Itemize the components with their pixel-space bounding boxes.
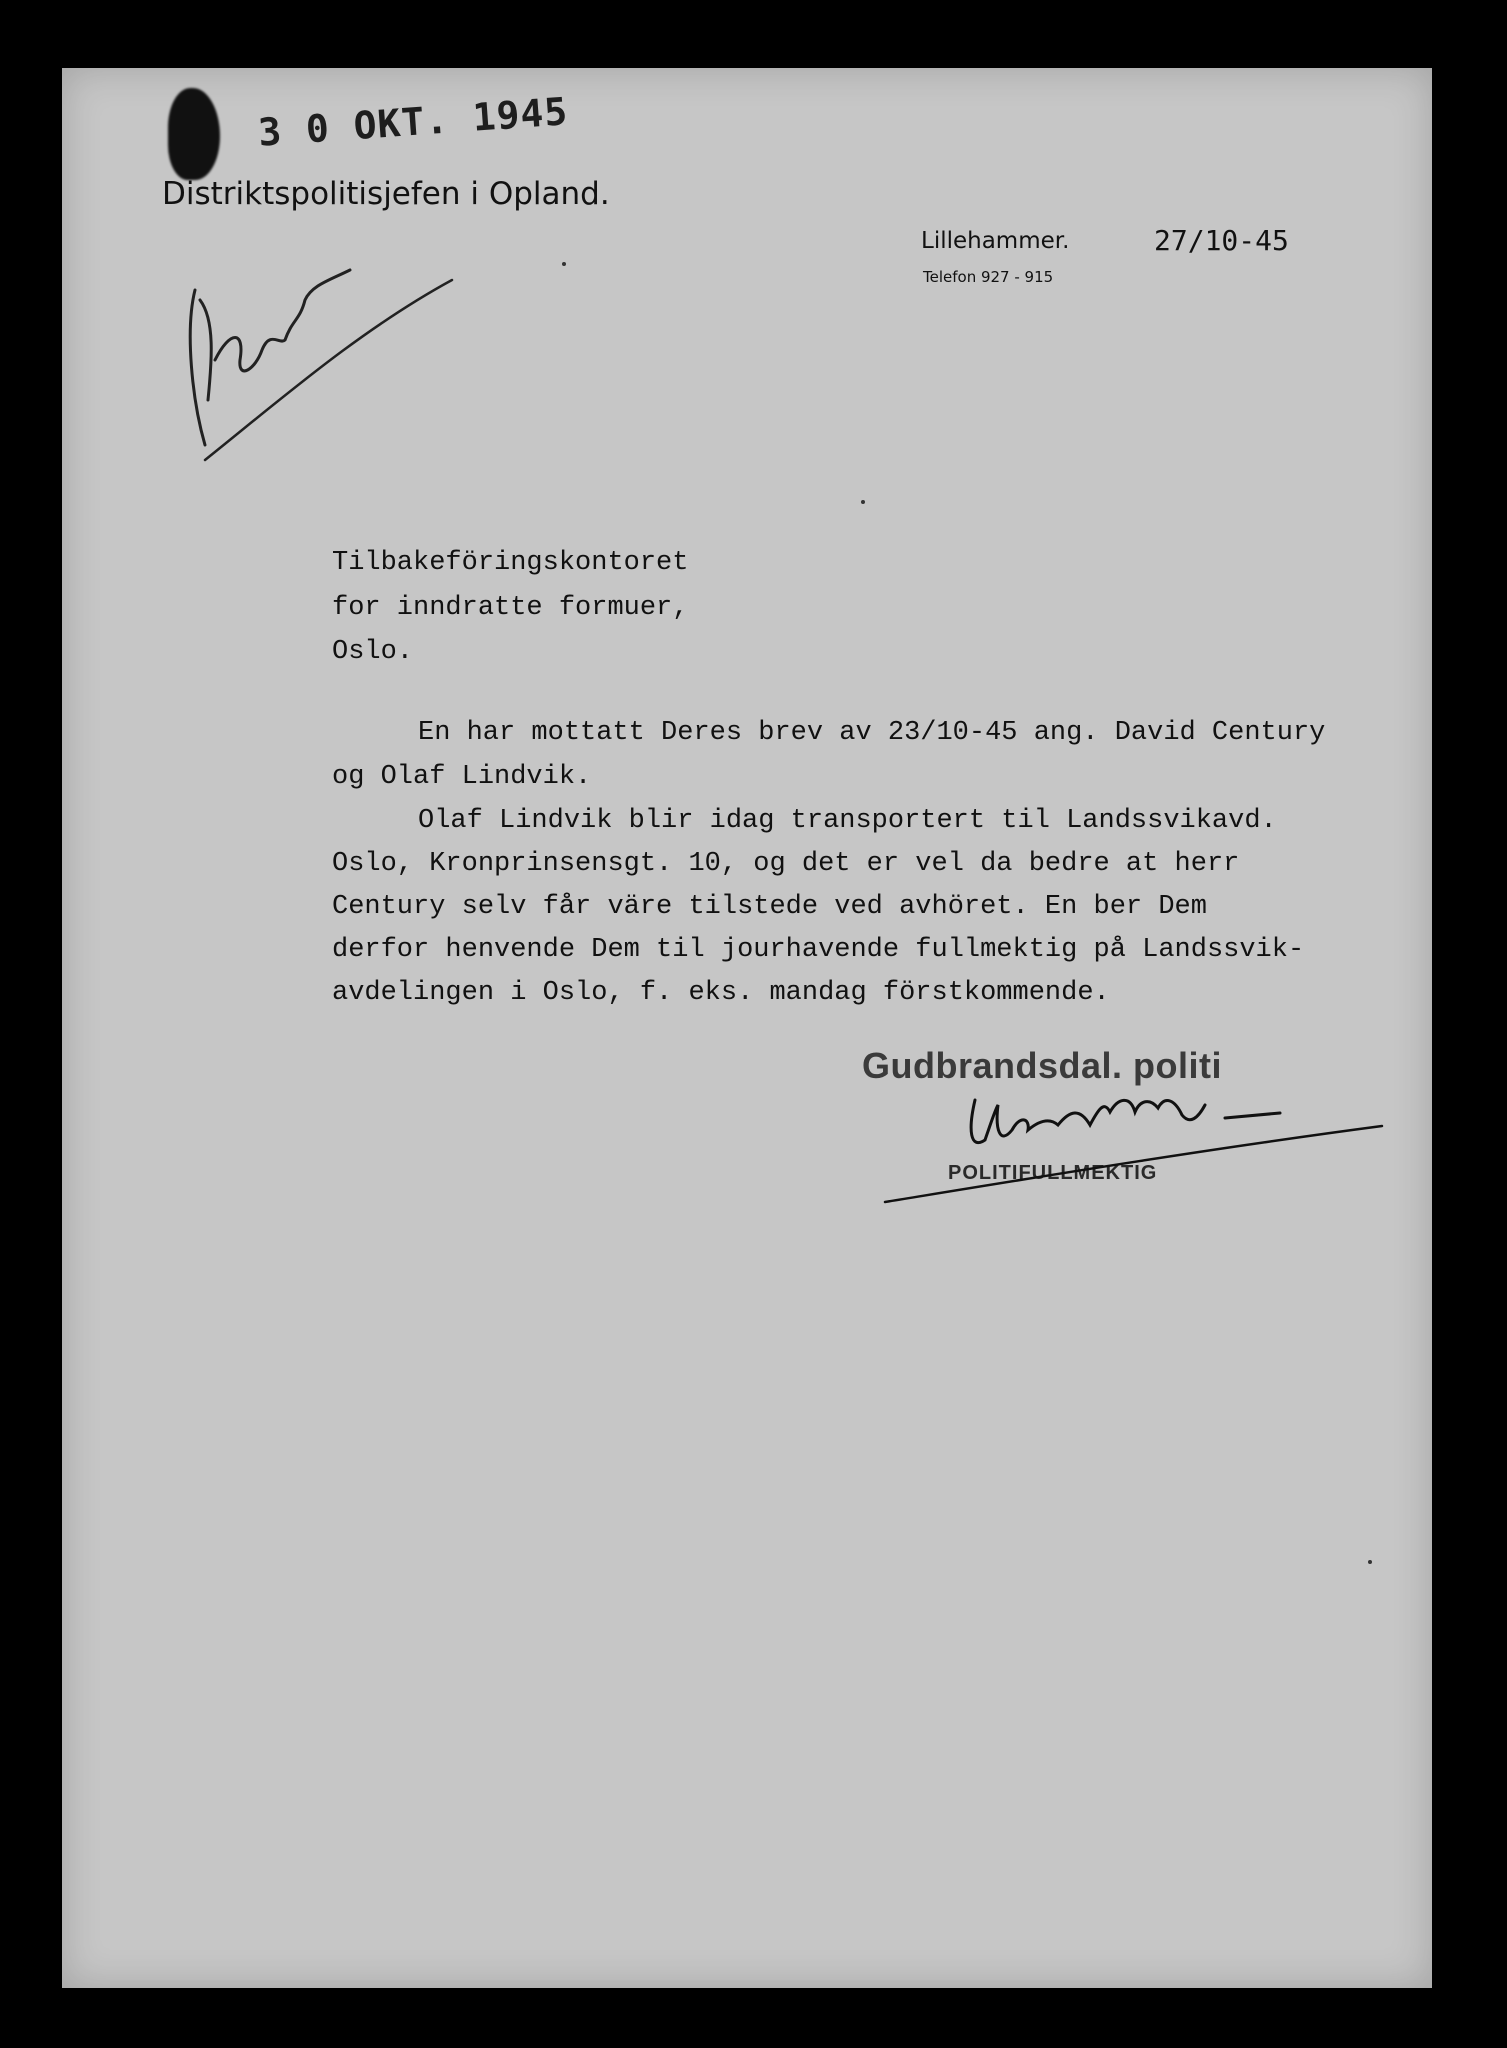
letterhead-phone: Telefon 927 - 915	[923, 268, 1054, 286]
letterhead-place: Lillehammer.	[921, 228, 1070, 254]
body-line-6: derfor henvende Dem til jourhavende fullmektig på Landssvik-	[332, 935, 1305, 965]
official-title-stamp: POLITIFULLMEKTIG	[948, 1162, 1158, 1184]
body-line-4: Oslo, Kronprinsensgt. 10, og det er vel da bedre at herr	[332, 849, 1240, 879]
body-line-2: og Olaf Lindvik.	[332, 762, 592, 792]
speck	[1368, 1560, 1372, 1564]
letterhead-office: Distriktspolitisjefen i Opland.	[162, 176, 610, 212]
letter-date: 27/10-45	[1154, 224, 1289, 257]
paper-sheet	[62, 68, 1432, 1988]
office-stamp: Gudbrandsdal. politi	[862, 1045, 1222, 1086]
body-line-3: Olaf Lindvik blir idag transportert til Landssvikavd.	[418, 806, 1277, 836]
recipient-line-2: for inndratte formuer,	[332, 593, 689, 623]
speck	[861, 500, 865, 504]
body-line-1: En har mottatt Deres brev av 23/10-45 ang. David Century	[418, 718, 1326, 748]
received-date-stamp: 3 0 OKT. 1945	[256, 89, 570, 155]
ink-blot	[168, 88, 220, 180]
body-line-7: avdelingen i Oslo, f. eks. mandag förstkommende.	[332, 978, 1110, 1008]
speck	[562, 262, 566, 266]
recipient-line-3: Oslo.	[332, 637, 414, 667]
body-line-5: Century selv får väre tilstede ved avhöret. En ber Dem	[332, 892, 1207, 922]
recipient-line-1: Tilbakeföringskontoret	[332, 548, 689, 578]
